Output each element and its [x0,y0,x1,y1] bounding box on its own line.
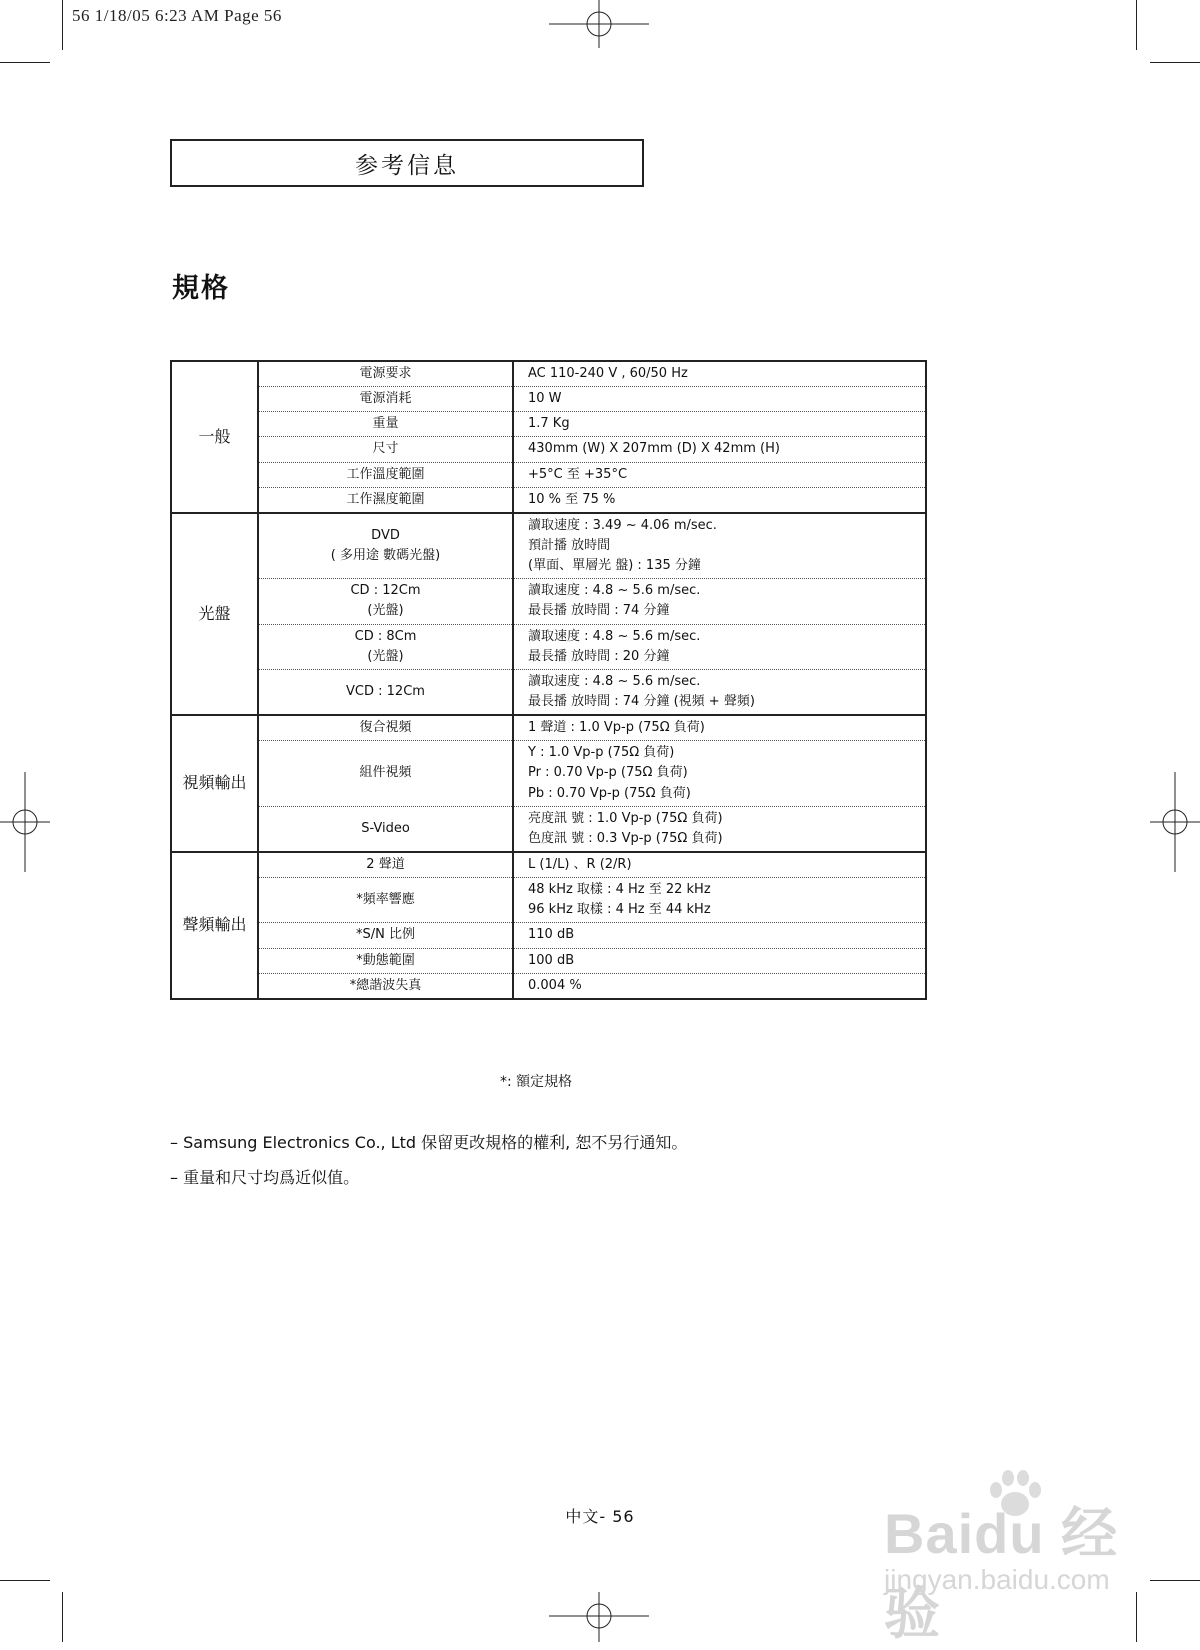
item-cell [258,412,513,437]
item-cell [258,669,513,715]
value-cell [513,948,926,973]
value-cell [513,462,926,487]
value-line: 最長播 放時間 : 20 分鐘 [528,648,670,664]
table-row [171,387,926,412]
value-cell [513,624,926,669]
value-cell [513,487,926,513]
item-line: 工作濕度範圍 [346,491,425,507]
item-cell [258,361,513,387]
crop-mark-top-right-h [1150,62,1200,63]
category-cell: 聲頻輸出 [171,852,258,999]
table-row [171,437,926,462]
section-title-box: 参考信息 [170,139,644,187]
crop-mark-top-left-h [0,62,50,63]
item-line: 尺寸 [372,441,399,457]
value-cell [513,715,926,741]
watermark-url-text: jingyan.baidu.com [884,1564,1110,1595]
value-line: 讀取速度 : 4.8 ~ 5.6 m/sec. [528,673,701,689]
item-cell [258,806,513,852]
value-line: AC 110-240 V , 60/50 Hz [528,366,688,381]
category-cell: 光盤 [171,513,258,715]
item-line: 工作溫度範圍 [346,466,425,482]
table-row [171,923,926,948]
table-row [171,513,926,579]
item-cell [258,579,513,624]
value-line: 1 聲道 : 1.0 Vp-p (75Ω 負荷) [528,720,705,736]
item-cell [258,462,513,487]
item-line: 重量 [372,416,399,432]
value-cell [513,412,926,437]
crop-mark-bottom-left-v [62,1592,63,1642]
crop-mark-bottom-left-h [0,1580,50,1581]
table-row [171,973,926,999]
baidu-watermark [860,1470,1160,1645]
footnote: *: 額定規格 [500,1074,573,1090]
crop-mark-top-right-v [1136,0,1137,50]
registration-mark-right [1150,772,1200,872]
table-row [171,948,926,973]
item-line: S-Video [361,820,410,836]
crop-mark-top-left-v [62,0,63,50]
item-line: 電源消耗 [359,391,412,407]
value-cell [513,513,926,579]
page-number: 中文- 56 [565,1507,635,1526]
table-row [171,741,926,806]
value-line: 48 kHz 取樣 : 4 Hz 至 22 kHz [528,882,711,898]
value-line: 430mm (W) X 207mm (D) X 42mm (H) [528,441,780,457]
item-cell [258,923,513,948]
item-line: CD : 8Cm [354,628,417,644]
value-line: Pb : 0.70 Vp-p (75Ω 負荷) [528,785,691,801]
value-line: 最長播 放時間 : 74 分鐘 [528,603,670,619]
item-line: 2 聲道 [366,856,405,872]
note-approximate: – 重量和尺寸均爲近似值。 [170,1168,360,1187]
table-row [171,852,926,878]
item-cell [258,387,513,412]
value-line: 最長播 放時間 : 74 分鐘 (視頻 + 聲頻) [528,693,755,709]
item-line: *動態範圍 [356,952,415,968]
value-cell [513,741,926,806]
value-line: Y : 1.0 Vp-p (75Ω 負荷) [528,745,675,761]
item-cell [258,487,513,513]
table-row [171,412,926,437]
value-line: 110 dB [528,927,575,943]
value-cell [513,669,926,715]
item-cell [258,852,513,878]
item-cell [258,973,513,999]
print-header: 56 1/18/05 6:23 AM Page 56 [72,6,282,25]
table-row [171,579,926,624]
value-line: 100 dB [528,952,575,968]
value-line: 96 kHz 取樣 : 4 Hz 至 44 kHz [528,902,711,918]
page-heading: 規格 [172,273,230,304]
table-row [171,487,926,513]
category-cell: 視頻輸出 [171,715,258,852]
value-cell [513,923,926,948]
value-cell [513,973,926,999]
item-line: *S/N 比例 [356,927,415,943]
item-line: VCD : 12Cm [346,683,425,699]
item-cell [258,741,513,806]
item-line: 組件視頻 [359,765,412,781]
table-row [171,878,926,923]
registration-mark-top [549,0,649,50]
item-line: DVD [371,527,400,543]
item-line: 復合視頻 [359,720,412,736]
value-cell [513,852,926,878]
registration-mark-left [0,772,50,872]
value-line: 讀取速度 : 3.49 ~ 4.06 m/sec. [528,517,717,533]
value-line: 亮度訊 號 : 1.0 Vp-p (75Ω 負荷) [528,810,723,826]
value-cell [513,806,926,852]
item-line: CD : 12Cm [350,583,421,599]
value-cell [513,878,926,923]
registration-mark-bottom [549,1592,649,1642]
item-cell [258,437,513,462]
value-cell [513,361,926,387]
value-line: 0.004 % [528,977,582,993]
table-row [171,806,926,852]
value-line: 10 W [528,391,562,407]
item-line: *總諧波失真 [349,977,422,993]
table-row [171,462,926,487]
watermark-main-text: Baidu 经验 [884,1502,1119,1645]
item-cell [258,948,513,973]
value-line: Pr : 0.70 Vp-p (75Ω 負荷) [528,765,688,781]
item-line: 電源要求 [359,366,412,381]
item-cell [258,513,513,579]
value-cell [513,579,926,624]
item-cell [258,624,513,669]
value-line: +5°C 至 +35°C [528,466,628,482]
value-line: 預計播 放時間 [528,537,611,553]
value-line: 讀取速度 : 4.8 ~ 5.6 m/sec. [528,628,701,644]
item-line: *頻率響應 [356,892,415,908]
item-cell [258,878,513,923]
value-line: 色度訊 號 : 0.3 Vp-p (75Ω 負荷) [528,830,723,846]
value-line: 1.7 Kg [528,416,570,432]
spec-table [170,360,927,1000]
value-line: (單面、單層光 盤) : 135 分鐘 [528,558,701,574]
item-line: ( 多用途 數碼光盤) [330,548,441,564]
value-line: 10 % 至 75 % [528,491,616,507]
table-row [171,361,926,387]
value-line: L (1/L) 、R (2/R) [528,856,632,872]
value-cell [513,437,926,462]
item-line: (光盤) [367,648,404,664]
item-cell [258,715,513,741]
value-cell [513,387,926,412]
table-row [171,715,926,741]
item-line: (光盤) [367,603,404,619]
table-row [171,669,926,715]
note-rights: – Samsung Electronics Co., Ltd 保留更改規格的權利, 恕不另行通知。 [170,1133,688,1152]
category-cell: 一般 [171,361,258,513]
value-line: 讀取速度 : 4.8 ~ 5.6 m/sec. [528,583,701,599]
table-row [171,624,926,669]
